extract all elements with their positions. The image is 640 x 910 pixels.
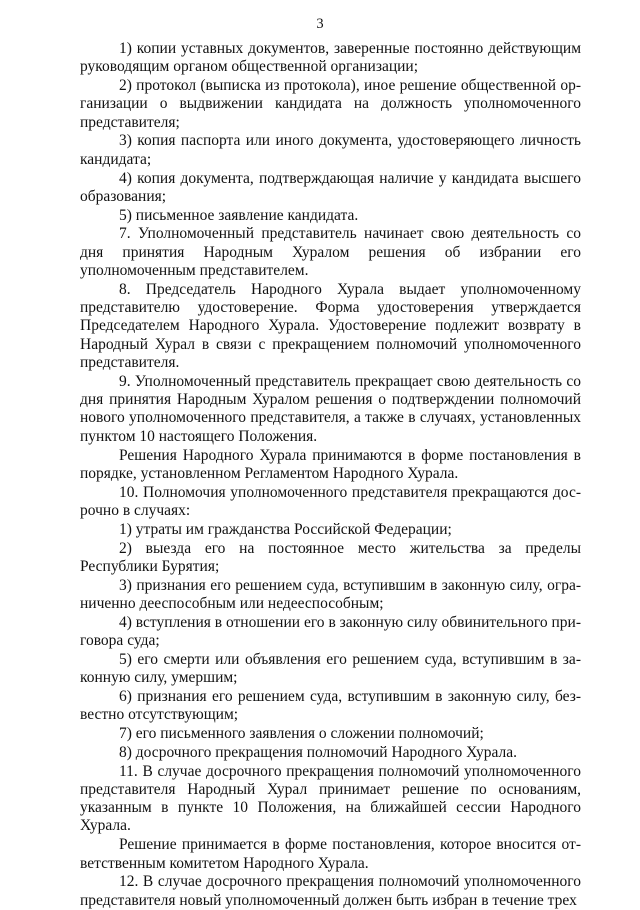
termination-case-8: 8) досрочного прекращения полномочий Народного Хурала. xyxy=(119,743,517,761)
clause-7: 7. Уполномоченный представитель начинает свою деятельность со дня принятия Народным Хуралом решения об избрании его уполномоченным представителем. xyxy=(80,225,581,280)
list-item-doc-1: 1) копии уставных документов, заверенные постоянно действующим руководящим органом общественной организации; xyxy=(80,40,581,76)
termination-case-1: 1) утраты им гражданства Российской Федерации; xyxy=(119,520,452,538)
clause-12: 12. В случае досрочного прекращения полномочий уполномоченного представителя новый уполномоченный должен быть избран в течение трех xyxy=(80,873,581,909)
termination-case-4: 4) вступления в отношении его в законную силу обвинительного приговора суда; xyxy=(80,613,581,649)
page-number: 3 xyxy=(316,16,324,32)
clause-9: 9. Уполномоченный представитель прекращает свою деятельность со дня принятия Народным Хуралом решения о подтверждении полномочий нового уполномоченного представителя, а также в случаях, установленных пунктом 10 настоящего Положения. xyxy=(80,372,581,445)
clause-8: 8. Председатель Народного Хурала выдает уполномоченному представителю удостоверение. Форма удостоверения утверждается Председателем Народного Хурала. Удостоверение подлежит возврату в Народный Хурал в связи с прекращением полномочий уполномоченного представителя. xyxy=(80,280,581,372)
list-item-doc-2: 2) протокол (выписка из протокола), иное решение общественной организации о выдвижении кандидата на должность уполномоченного представителя; xyxy=(80,77,581,131)
clause-11: 11. В случае досрочного прекращения полномочий уполномоченного представителя Народный Хурал принимает решение по основаниям, указанным в пункте 10 Положения, на ближайшей сессии Народного Хурала. xyxy=(80,762,581,835)
termination-case-7: 7) его письменного заявления о сложении полномочий; xyxy=(119,724,484,742)
clause-9-decisions: Решения Народного Хурала принимаются в форме постановления в порядке, установленном Регламентом Народного Хурала. xyxy=(80,446,581,482)
clause-11-decision: Решение принимается в форме постановления, которое вносится ответственным комитетом Народного Хурала. xyxy=(80,836,581,872)
clause-10: 10. Полномочия уполномоченного представителя прекращаются досрочно в случаях: xyxy=(80,483,581,519)
list-item-doc-5: 5) письменное заявление кандидата. xyxy=(119,206,359,224)
list-item-doc-4: 4) копия документа, подтверждающая наличие у кандидата высшего образования; xyxy=(80,169,581,205)
termination-case-6: 6) признания его решением суда, вступившим в законную силу, безвестно отсутствующим; xyxy=(80,687,581,724)
termination-case-3: 3) признания его решением суда, вступившим в законную силу, ограниченно дееспособным или недееспособным; xyxy=(80,576,581,612)
termination-case-2: 2) выезда его на постоянное место жительства за пределы Республики Бурятия; xyxy=(80,539,581,575)
termination-case-5: 5) его смерти или объявления его решением суда, вступившим в законную силу, умершим; xyxy=(80,650,581,687)
document-body xyxy=(80,40,581,910)
list-item-doc-3: 3) копия паспорта или иного документа, удостоверяющего личность кандидата; xyxy=(80,132,581,168)
